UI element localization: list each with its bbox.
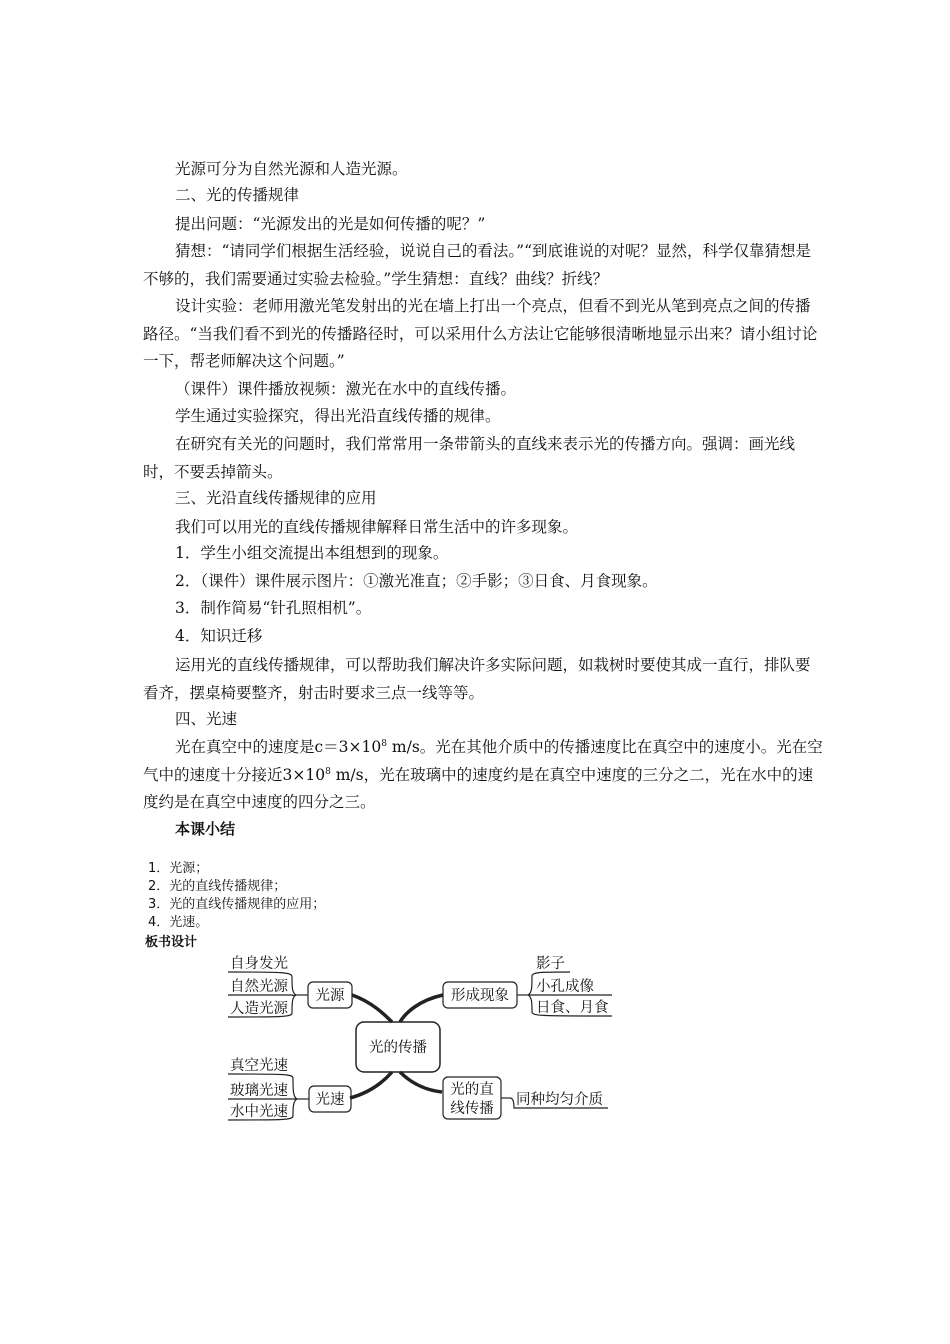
paragraph-courseware-video: （课件）课件播放视频：激光在水中的直线传播。 — [175, 380, 517, 398]
summary-title: 本课小结 — [175, 820, 236, 838]
paragraph-speed-of-light: 光在真空中的速度是$c=3\times 10^8$ m/s。光在其他介质中的传播速度比在真空中的速度小。光在空气中的速度十分接近$3\times 10^8$ m/s，光在玻璃中的速度约是在真空中速度的三分之二，光在水中的速度约是在真空中速度的四分之三。 — [143, 738, 823, 811]
paragraph-guess: 猜想：“请同学们根据生活经验，说说自己的看法。”“到底谁说的对呢？显然，科学仅靠猜想是不够的，我们需要通过实验去检验。”学生猜想：直线？曲线？折线？ — [143, 242, 812, 288]
list-item-4: 4．知识迁移 — [175, 627, 263, 645]
speed-item-3: 水中光速 — [230, 1104, 288, 1120]
section-heading-application: 三、光沿直线传播规律的应用 — [175, 489, 377, 507]
light-source-item-3: 人造光源 — [230, 1001, 288, 1017]
paragraph-light-source-types: 光源可分为自然光源和人造光源。 — [175, 160, 408, 178]
straight-line-label-2: 线传播 — [450, 1101, 494, 1117]
list-item-1: 1．学生小组交流提出本组想到的现象。 — [175, 544, 449, 562]
center-node-label: 光的传播 — [369, 1040, 427, 1056]
paragraph-light-ray: 在研究有关光的问题时，我们常常用一条带箭头的直线来表示光的传播方向。强调：画光线时，不要丢掉箭头。 — [143, 435, 796, 481]
summary-item-3: 3．光的直线传播规律的应用； — [148, 897, 326, 912]
light-source-item-1: 自身发光 — [230, 956, 288, 972]
paragraph-experiment: 设计实验：老师用激光笔发射出的光在墙上打出一个亮点，但看不到光从笔到亮点之间的传播路径。“当我们看不到光的传播路径时，可以采用什么方法让它能够很清晰地显示出来？请小组讨论一下，帮老师解决这个问题。” — [143, 297, 818, 370]
speed-label: 光速 — [315, 1092, 345, 1108]
light-source-item-2: 自然光源 — [230, 979, 288, 995]
board-design-title: 板书设计 — [145, 935, 198, 950]
branch-speed — [350, 1072, 392, 1098]
straight-line-label-1: 光的直 — [450, 1082, 494, 1098]
summary-item-2: 2．光的直线传播规律； — [148, 879, 287, 894]
light-source-label: 光源 — [315, 988, 345, 1004]
list-item-2: 2．（课件）课件展示图片：①激光准直；②手影；③日食、月食现象。 — [175, 572, 658, 590]
paragraph-question: 提出问题：“光源发出的光是如何传播的呢？” — [175, 215, 486, 233]
section-heading-propagation: 二、光的传播规律 — [175, 186, 300, 204]
summary-item-1: 1．光源； — [148, 861, 209, 876]
speed-item-1: 真空光速 — [230, 1058, 288, 1074]
phenomena-item-3: 日食、月食 — [536, 1000, 609, 1016]
branch-light-source — [352, 995, 392, 1022]
section-heading-speed: 四、光速 — [175, 710, 238, 728]
paragraph-explain: 我们可以用光的直线传播规律解释日常生活中的许多现象。 — [175, 518, 579, 536]
paragraph-conclusion: 学生通过实验探究，得出光沿直线传播的规律。 — [175, 407, 501, 425]
branch-phenomena — [400, 995, 443, 1022]
straight-line-condition: 同种均匀介质 — [516, 1092, 603, 1108]
phenomena-label: 形成现象 — [451, 988, 509, 1004]
speed-item-2: 玻璃光速 — [230, 1083, 288, 1099]
phenomena-item-1: 影子 — [536, 956, 565, 972]
paragraph-transfer: 运用光的直线传播规律，可以帮助我们解决许多实际问题，如栽树时要使其成一直行，排队要看齐，摆桌椅要整齐，射击时要求三点一线等等。 — [143, 656, 811, 702]
phenomena-item-2: 小孔成像 — [536, 979, 594, 995]
list-item-3: 3．制作简易“针孔照相机”。 — [175, 599, 372, 617]
branch-straight-line — [400, 1072, 442, 1092]
summary-item-4: 4．光速。 — [148, 915, 209, 930]
